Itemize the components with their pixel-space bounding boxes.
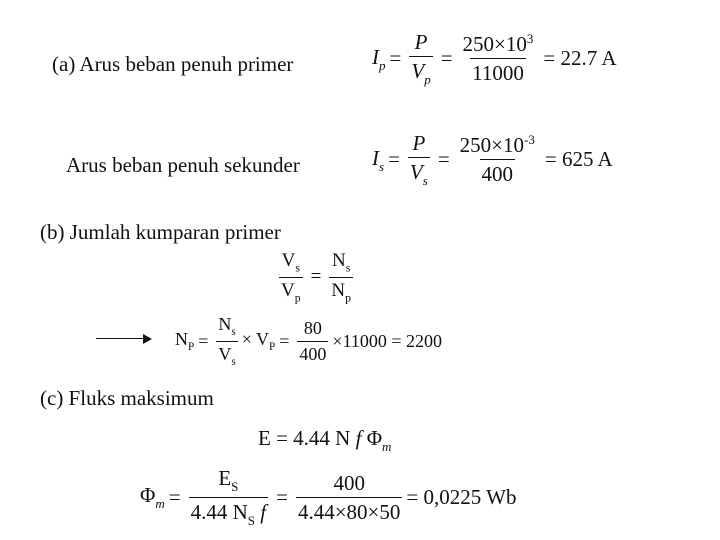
primary-current-result: = 22.7 A <box>543 46 617 71</box>
equals-sign: = <box>310 266 322 288</box>
equals-sign: = <box>437 147 450 172</box>
part-a-label: (a) Arus beban penuh primer <box>52 52 294 76</box>
arrow-icon <box>96 331 152 349</box>
p-over-vp-fraction: $\frac{P}{V_p}$ <box>411 30 431 87</box>
emf-equation: E = 4.44 N f $\Phi_m$ <box>258 426 392 454</box>
primary-current-equation <box>372 30 621 88</box>
equals-sign: = <box>276 484 288 509</box>
equals-sign: = <box>389 46 402 71</box>
turns-ratio-equation: $\frac{V_s}{V_p}$ = $\frac{N_s}{N_p}$ <box>281 250 351 305</box>
equals-sign: = <box>388 147 400 172</box>
flux-equation: $\Phi_m$ = $\frac{E_S}{4.44 N_S f}$ = $\frac{400}{4.44\times 80\times 50}$ = 0,0225 Wb <box>140 466 517 528</box>
part-c-label: (c) Fluks maksimum <box>40 386 214 410</box>
secondary-current-equation <box>372 131 617 189</box>
p-over-vs-fraction: $\frac{P}{V_s}$ <box>409 131 428 188</box>
equals-sign: = <box>279 330 290 351</box>
equals-sign: = <box>168 484 181 509</box>
is-symbol: $I_s$ <box>372 145 385 174</box>
part-b-label: (b) Jumlah kumparan primer <box>40 220 281 244</box>
primary-turns-result: ×11000 = 2200 <box>332 330 443 351</box>
flux-result: = 0,0225 Wb <box>406 484 517 509</box>
equals-sign: = <box>440 46 453 71</box>
secondary-label: Arus beban penuh sekunder <box>66 153 300 177</box>
secondary-current-result: = 625 A <box>544 147 613 172</box>
numeric-fraction: $\frac{250\times 10^{-3}}{400}$ <box>459 132 535 187</box>
primary-turns-equation: $N_P$ = $\frac{N_s}{V_s}$ × $V_P$ = $\frac{80}{400}$ ×11000 = 2200 <box>175 314 443 368</box>
ip-symbol: $I_p$ <box>372 44 386 73</box>
equals-sign: = <box>198 330 209 351</box>
numeric-fraction: $\frac{250\times 10^3}{11000}$ <box>462 31 534 86</box>
